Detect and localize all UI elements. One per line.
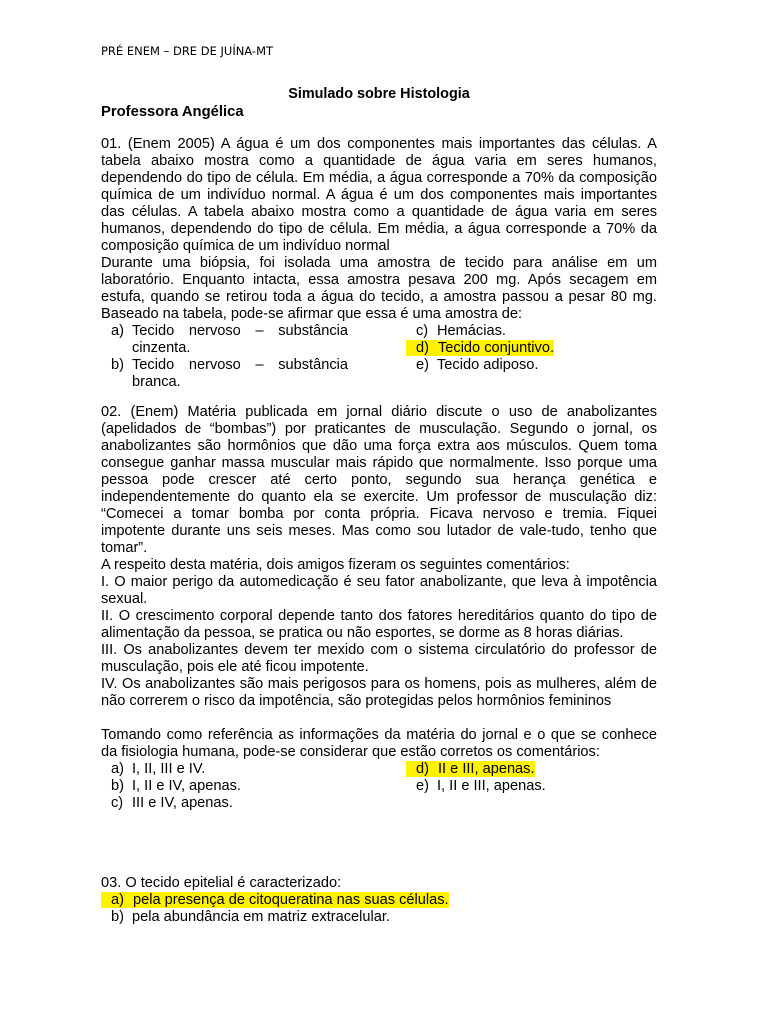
option-d-letter: d) bbox=[406, 761, 438, 777]
option-d-highlighted bbox=[406, 761, 657, 778]
option-e-text: I, II e III, apenas. bbox=[437, 778, 546, 794]
question-2 bbox=[101, 404, 657, 812]
option-d-text: II e III, apenas. bbox=[437, 761, 535, 777]
option-c bbox=[406, 323, 657, 340]
option-a bbox=[101, 323, 406, 357]
question-2-intro: A respeito desta matéria, dois amigos fizeram os seguintes comentários: bbox=[101, 557, 570, 573]
option-c-letter: c) bbox=[111, 795, 124, 811]
option-a-text: pela presença de citoqueratina nas suas células. bbox=[132, 892, 449, 908]
document-title: Simulado sobre Histologia bbox=[288, 86, 470, 102]
option-d-wrap bbox=[406, 761, 657, 778]
question-3 bbox=[101, 875, 657, 926]
option-c-text: III e IV, apenas. bbox=[132, 795, 233, 811]
option-d-wrap bbox=[406, 340, 657, 357]
option-a-text: Tecido nervoso – substância cinzenta. bbox=[132, 323, 348, 356]
option-a-letter: a) bbox=[101, 892, 133, 908]
comment-ii: II. O crescimento corporal depende tanto dos fatores hereditários quanto do tipo de alimentação da pessoa, se pratica ou não esportes, se dorme as 8 horas diárias. bbox=[101, 608, 657, 641]
document-subtitle: Professora Angélica bbox=[101, 104, 244, 120]
option-b-letter: b) bbox=[111, 909, 124, 925]
option-b-text: pela abundância em matriz extracelular. bbox=[132, 909, 390, 925]
option-a-highlighted bbox=[101, 892, 657, 909]
page-header: PRÉ ENEM – DRE DE JUÍNA-MT bbox=[101, 44, 274, 58]
option-d-highlighted bbox=[406, 340, 657, 357]
option-b-text: Tecido nervoso – substância branca. bbox=[132, 357, 348, 390]
title-block bbox=[101, 86, 657, 121]
option-a bbox=[101, 761, 406, 778]
question-1-stem-continuation: Durante uma biópsia, foi isolada uma amostra de tecido para análise em um laboratório. Enquanto intacta, essa amostra pesava 200 mg. Após secagem em estufa, quando se retirou toda a água do tecido, a amostra passou a pesar 80 mg. Baseado na tabela, pode-se afirmar que essa é uma amostra de: bbox=[101, 255, 657, 322]
option-e bbox=[406, 778, 657, 795]
question-2-options bbox=[101, 761, 657, 812]
option-e-letter: e) bbox=[416, 357, 429, 373]
question-1 bbox=[101, 136, 657, 391]
option-d-text: Tecido conjuntivo. bbox=[437, 340, 554, 356]
question-1-stem: 01. (Enem 2005) A água é um dos componentes mais importantes das células. A tabela abaixo mostra como a quantidade de água varia em seres humanos, dependendo do tipo de célula. Em média, a água corresponde a 70% da composição química de um indivíduo normal. A água é um dos componentes mais importantes das células. A tabela abaixo mostra como a quantidade de água varia em seres humanos, dependendo do tipo de célula. Em média, a água corresponde a 70% da composição química de um indivíduo normal bbox=[101, 136, 657, 254]
option-d-letter: d) bbox=[406, 340, 438, 356]
option-e-text: Tecido adiposo. bbox=[437, 357, 539, 373]
question-3-stem: 03. O tecido epitelial é caracterizado: bbox=[101, 875, 342, 891]
option-c bbox=[101, 795, 406, 812]
option-b bbox=[101, 909, 657, 926]
option-b bbox=[101, 778, 406, 795]
option-a-letter: a) bbox=[111, 323, 124, 339]
option-a-wrap bbox=[101, 892, 657, 909]
question-2-prompt: Tomando como referência as informações da matéria do jornal e o que se conhece da fisiologia humana, pode-se considerar que estão corretos os comentários: bbox=[101, 727, 657, 760]
question-1-options bbox=[101, 323, 657, 391]
comment-iv: IV. Os anabolizantes são mais perigosos para os homens, pois as mulheres, além de não correrem o risco da impotência, são protegidas pelos hormônios femininos bbox=[101, 676, 657, 709]
comment-i: I. O maior perigo da automedicação é seu fator anabolizante, que leva à impotência sexual. bbox=[101, 574, 657, 607]
option-a-text: I, II, III e IV. bbox=[132, 761, 206, 777]
option-b-text: I, II e IV, apenas. bbox=[132, 778, 241, 794]
option-e bbox=[406, 357, 657, 374]
option-b bbox=[101, 357, 406, 391]
option-e-letter: e) bbox=[416, 778, 429, 794]
option-c-letter: c) bbox=[416, 323, 429, 339]
option-a-letter: a) bbox=[111, 761, 124, 777]
option-b-letter: b) bbox=[111, 357, 124, 373]
option-b-letter: b) bbox=[111, 778, 124, 794]
option-c-text: Hemácias. bbox=[437, 323, 506, 339]
question-2-stem: 02. (Enem) Matéria publicada em jornal diário discute o uso de anabolizantes (apelidados de “bombas”) por praticantes de musculação. Segundo o jornal, os anabolizantes são hormônios que dão uma força extra aos músculos. Quem toma consegue ganhar massa muscular mais rápido que normalmente. Isso porque uma pessoa pode crescer até certo ponto, segundo sua herança genética e independentemente do quanto ela se exercite. Um professor de musculação diz: “Comecei a tomar bomba por conta própria. Ficava nervoso e tremia. Fiquei impotente durante uns seis meses. Mas como sou lutador de vale-tudo, tenho que tomar”. bbox=[101, 404, 657, 556]
comment-iii: III. Os anabolizantes devem ter mexido com o sistema circulatório do professor de musculação, pois ele até ficou impotente. bbox=[101, 642, 657, 675]
